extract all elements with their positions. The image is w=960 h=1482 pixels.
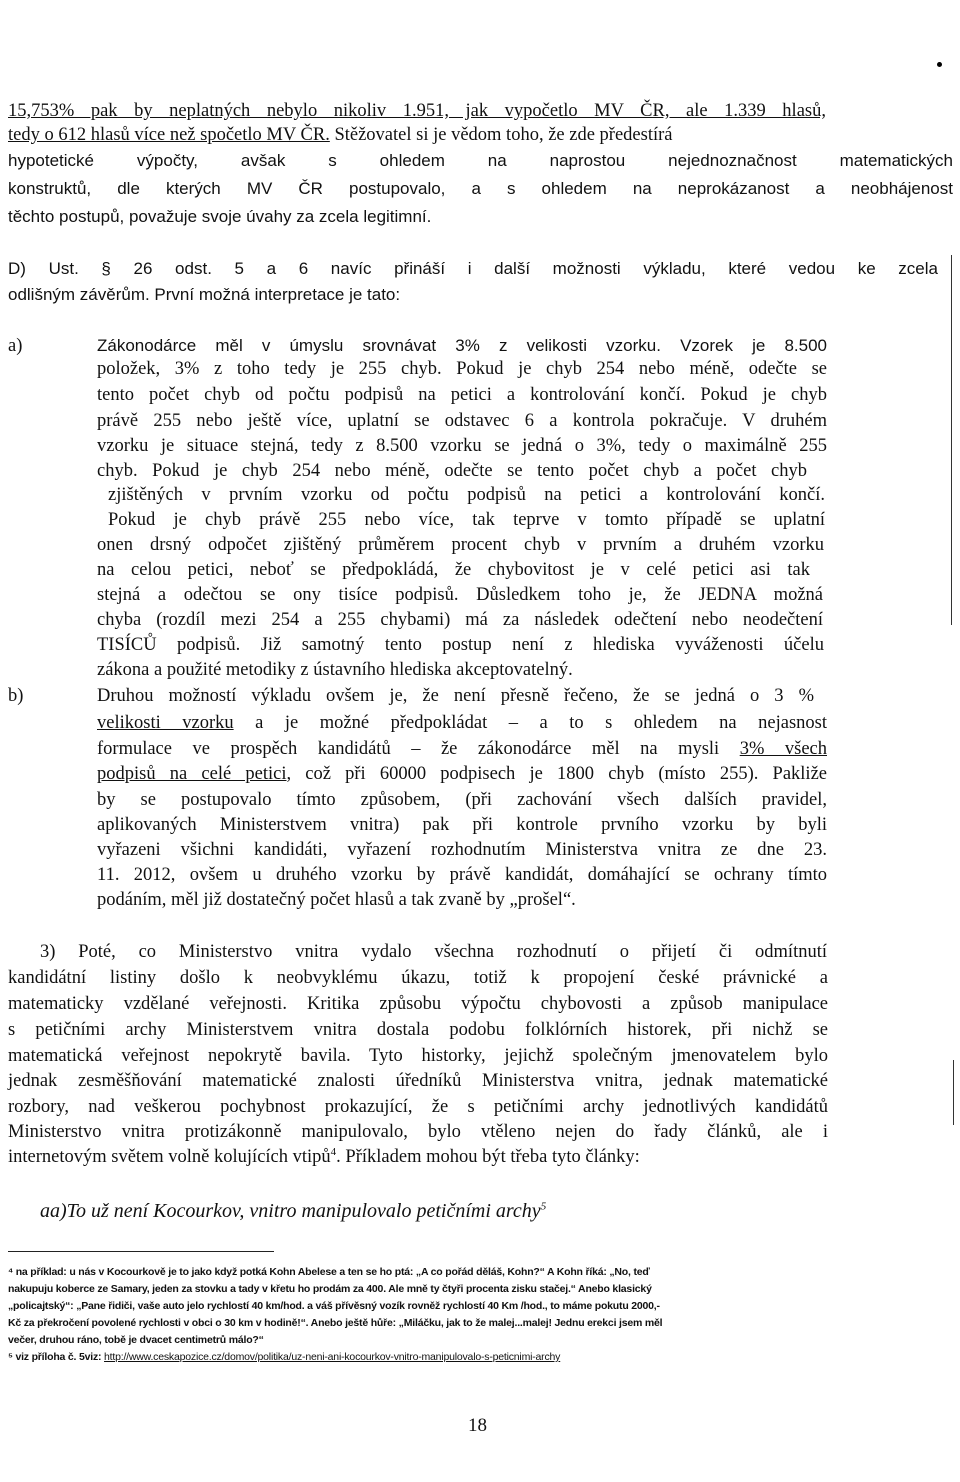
scan-dot-mark <box>937 62 942 67</box>
item-a-line: vzorku je situace stejná, tedy z 8.500 vzorku se jedná o 3%, tedy o maximálně 255 <box>97 436 827 456</box>
item-b-line: 11. 2012, ovšem u druhého vzorku by právě kandidát, domáhající se ochrany tímto <box>97 865 827 885</box>
section-3-text: . Příkladem mohou být třeba tyto články: <box>336 1147 640 1167</box>
footnote-ref-5: 5 <box>540 1200 547 1213</box>
item-b-underlined: velikosti vzorku <box>97 713 234 733</box>
section-3-line: 3) Poté, co Ministerstvo vnitra vydalo všechna rozhodnutí o přijetí či odmítnutí <box>40 942 827 962</box>
item-b-underlined: podpisů na celé petici <box>97 764 287 784</box>
section-3-line: matematicky vzdělané veřejnosti. Kritika způsobu výpočtu chybovosti a způsob manipulace <box>8 994 828 1014</box>
page-number: 18 <box>468 1415 487 1436</box>
item-a-line: chyba (rozdíl mezi 254 a 255 chybami) má za následek odečtení nebo neodečtení <box>97 610 823 630</box>
footnote-5-link[interactable]: http://www.ceskapozice.cz/domov/politika/uz-neni-ani-kocourkov-vnitro-manipulovalo-s-peticnimi-archy <box>104 1351 561 1363</box>
section-3-line: jednak zesměšňování matematické znalosti úředníků Ministerstva vnitra, jednak matematické <box>8 1071 828 1091</box>
item-b-line <box>97 712 827 734</box>
intro-line-rest: Stěžovatel si je vědom toho, že zde předestírá <box>334 125 673 145</box>
footnote-separator <box>8 1251 274 1252</box>
item-b-line <box>97 763 827 785</box>
footnote-ref-4: 4 <box>330 1145 337 1158</box>
item-b-line: vyřazeni všichni kandidáti, vyřazení rozhodnutím Ministerstva vnitra ze dne 23. <box>97 840 827 860</box>
item-a-line: onen drsný odpočet zjištěný průměrem procent chyb v prvním a druhém vzorku <box>97 535 824 555</box>
item-b-line: aplikovaných Ministerstvem vnitra) pak při kontrole prvního vzorku by byli <box>97 815 827 835</box>
item-a-line: TISÍCŮ podpisů. Již samotný tento postup není z hlediska vyváženosti účelu <box>97 635 824 655</box>
section-3-line: kandidátní listiny došlo k neobvyklému úkazu, totiž k propojení české právnické a <box>8 968 828 988</box>
footnote-4-line: nakupuju koberce ze Samary, jeden za stovku a tady v křetu ho prodám za 400. Ale mně ty čtyři procenta zisku stačej.“ Anebo klasický <box>8 1283 652 1295</box>
scan-margin-line <box>953 1060 954 1125</box>
section-3-text: internetovým světem volně kolujících vtipů <box>8 1147 331 1167</box>
footnote-4-line: večer, druhou ráno, tobě je dvacet centimetrů málo?“ <box>8 1334 264 1346</box>
item-b-line: Druhou možností výkladu ovšem je, že není přesně řečeno, že se jedná o 3 % <box>97 686 814 706</box>
item-a-line: Zákonodárce měl v úmyslu srovnávat 3% z velikosti vzorku. Vzorek je 8.500 <box>97 336 827 355</box>
article-title-text: aa)To už není Kocourkov, vnitro manipulovalo petičními archy <box>40 1200 541 1222</box>
item-a-marker: a) <box>8 336 23 356</box>
item-a-line: na celou petici, neboť se předpokládá, že chybovitost je v celé petici asi tak <box>97 560 810 580</box>
section-3-line: Ministerstvo vnitra protizákonně manipulovalo, bylo vtěleno nejen do řady článků, ale i <box>8 1122 828 1142</box>
intro-line: konstruktů, dle kterých MV ČR postupovalo, a s ohledem na neprokázanost a neobhájenost <box>8 179 953 198</box>
intro-line: 15,753% pak by neplatných nebylo nikoliv 1.951, jak vypočetlo MV ČR, ale 1.339 hlasů, <box>8 101 826 121</box>
intro-line: hypotetické výpočty, avšak s ohledem na naprostou nejednoznačnost matematických <box>8 151 953 170</box>
item-b-underlined: 3% všech <box>739 739 827 759</box>
section-d-line: D) Ust. § 26 odst. 5 a 6 navíc přináší i další možnosti výkladu, které vedou ke zcela <box>8 259 938 278</box>
section-d-line: odlišným závěrům. První možná interpretace je tato: <box>8 285 401 304</box>
item-b-line <box>97 738 827 760</box>
item-a-line: právě 255 nebo ještě více, uplatní se odstavec 6 a kontrola pokračuje. V druhém <box>97 411 827 431</box>
item-a-line: zákona a použité metodiky z ústavního hlediska akceptovatelný. <box>97 660 573 680</box>
intro-line: těchto postupů, považuje svoje úvahy za zcela legitimní. <box>8 207 432 226</box>
section-3-line: s petičními archy Ministerstvem vnitra dostala podobu folklórních historek, při nichž se <box>8 1020 828 1040</box>
section-3-line: matematická veřejnost nepokrytě bavila. Tyto historky, jejichž společným jmenovatelem bylo <box>8 1046 828 1066</box>
footnote-5-line <box>8 1350 560 1364</box>
item-b-line: by se postupovalo tímto způsobem, (při zachování všech dalších pravidel, <box>97 790 827 810</box>
item-b-text: a je možné předpokládat – a to s ohledem na nejasnost <box>233 713 827 733</box>
item-a-line: chyb. Pokud je chyb 254 nebo méně, odečte se tento počet chyb a počet chyb <box>97 461 807 481</box>
footnote-4-line: ⁴ na příklad: u nás v Kocourkově je to jako když potká Kohn Abelese a ten se ho ptá: „A co pořád děláš, Kohn?“ A Kohn říká: „No, teď <box>8 1266 650 1278</box>
item-a-line: položek, 3% z toho tedy je 255 chyb. Pokud je chyb 254 nebo méně, odečte se <box>97 359 827 379</box>
item-a-line: tento počet chyb od počtu podpisů na petici a kontrolování končí. Pokud je chyb <box>97 385 827 405</box>
item-b-marker: b) <box>8 686 24 706</box>
article-title <box>40 1200 546 1222</box>
footnote-4-line: „policajtský“: „Pane řidiči, vaše auto jelo rychlostí 40 km/hod. a váš přívěsný vozík rovněž rychlostí 40 Km /hod., to máme pokutu 2000,- <box>8 1300 660 1312</box>
intro-line-underlined: tedy o 612 hlasů více než spočetlo MV ČR. <box>8 125 330 145</box>
item-b-text: , což při 60000 podpisech je 1800 chyb (místo 255). Pakliže <box>286 764 827 784</box>
footnote-4-line: Kč za překročení povolené rychlosti v obci o 30 km v hodině!“. Anebo ještě hůře: „Miláčku, jak to že malej...malej! Jednu erekci jsem měl <box>8 1317 663 1329</box>
section-3-line <box>8 1146 640 1168</box>
intro-line <box>8 124 953 146</box>
item-a-line: stejná a odečtou se ony tisíce podpisů. Důsledkem toho je, že JEDNA možná <box>97 585 823 605</box>
scan-margin-line <box>951 255 952 625</box>
item-b-text: formulace ve prospěch kandidátů – že zákonodárce měl na mysli <box>97 739 740 759</box>
footnote-5-prefix: ⁵ viz příloha č. 5viz: <box>8 1351 105 1363</box>
item-a-line: Pokud je chyb právě 255 nebo více, tak teprve v tomto případě se uplatní <box>108 510 825 530</box>
section-3-line: rozbory, nad veškerou pochybnost prokazující, že s petičními archy jednotlivých kandidátů <box>8 1097 828 1117</box>
item-b-line: podáním, měl již dostatečný počet hlasů a tak zvaně by „prošel“. <box>97 890 576 910</box>
item-a-line: zjištěných v prvním vzorku od počtu podpisů na petici a kontrolování končí. <box>108 485 825 505</box>
